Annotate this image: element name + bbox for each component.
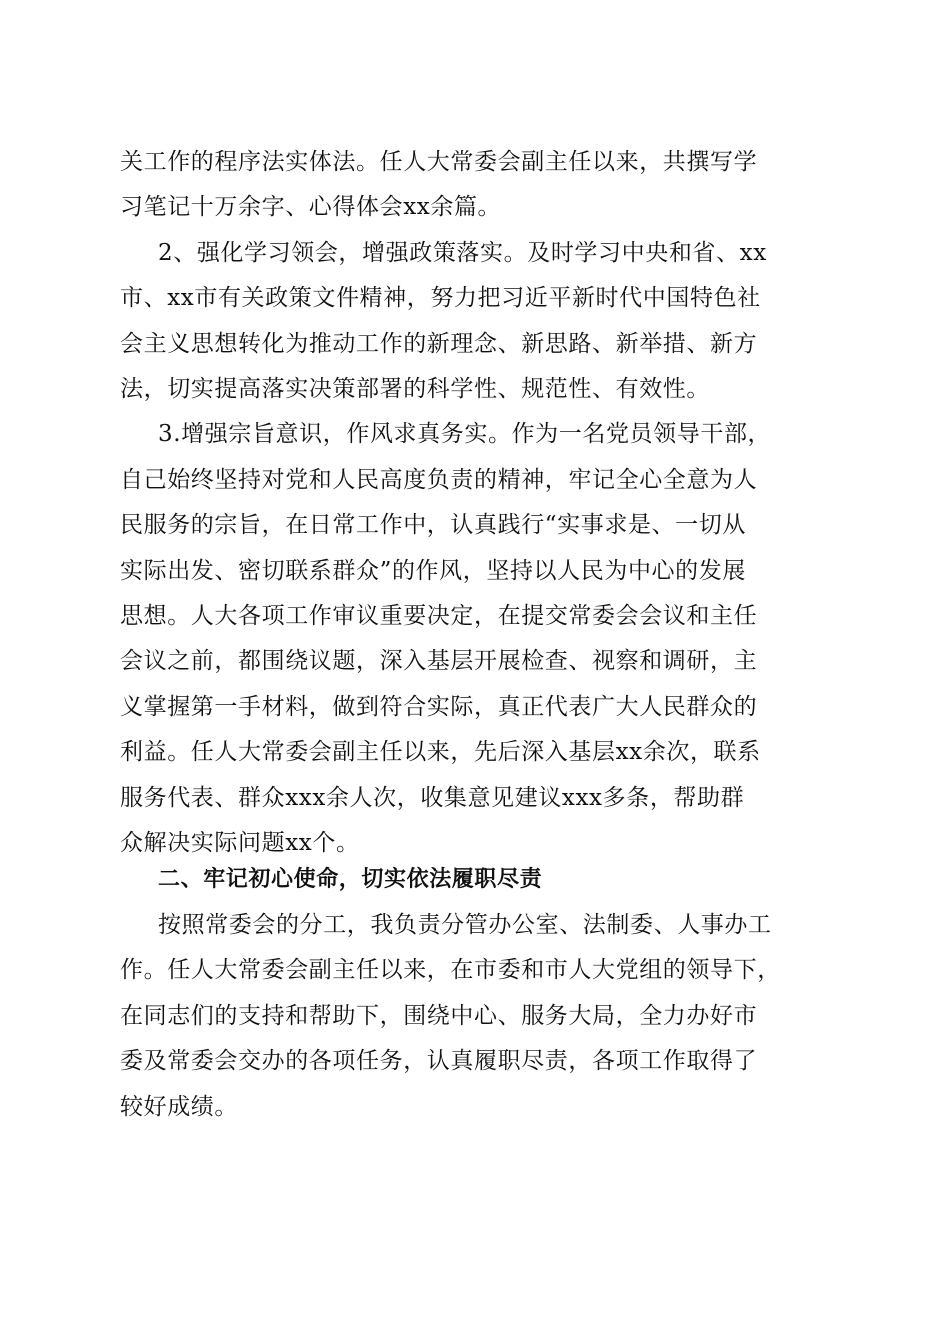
section-heading: 二、牢记初心使命，切实依法履职尽责	[158, 867, 543, 892]
text-line-1: 关工作的程序法实体法。任人大常委会副主任以来，共撰写学	[120, 149, 758, 175]
text-line-5: 会主义思想转化为推动工作的新理念、新思路、新举措、新方	[120, 331, 758, 357]
text-line-11: 思想。人大各项工作审议重要决定，在提交常委会会议和主任	[120, 603, 758, 629]
text-line-9: 民服务的宗旨，在日常工作中，认真践行“实事求是、一切从	[120, 512, 746, 538]
text-line-13: 义掌握第一手材料，做到符合实际，真正代表广大人民群众的	[120, 694, 758, 720]
text-line-4: 市、xx市有关政策文件精神，努力把习近平新时代中国特色社	[120, 285, 761, 311]
text-line-7: 3.增强宗旨意识，作风求真务实。作为一名党员领导干部，	[158, 421, 772, 447]
text-line-3: 2、强化学习领会，增强政策落实。及时学习中央和省、xx	[158, 240, 767, 266]
text-line-20: 在同志们的支持和帮助下，围绕中心、服务大局，全力办好市	[120, 1003, 758, 1029]
text-line-2: 习笔记十万余字、心得体会xx余篇。	[120, 194, 502, 220]
text-line-22: 较好成绩。	[120, 1094, 238, 1120]
text-line-21: 委及常委会交办的各项任务，认真履职尽责，各项工作取得了	[120, 1048, 758, 1074]
text-line-12: 会议之前，都围绕议题，深入基层开展检查、视察和调研，主	[120, 648, 758, 674]
text-line-16: 众解决实际问题xx个。	[120, 830, 360, 856]
text-line-10: 实际出发、密切联系群众”的作风，坚持以人民为中心的发展	[120, 558, 746, 584]
text-line-19: 作。任人大常委会副主任以来，在市委和市人大党组的领导下，	[120, 957, 781, 983]
text-line-8: 自己始终坚持对党和人民高度负责的精神，牢记全心全意为人	[120, 467, 758, 493]
text-line-6: 法，切实提高落实决策部署的科学性、规范性、有效性。	[120, 376, 710, 402]
text-line-14: 利益。任人大常委会副主任以来，先后深入基层xx余次，联系	[120, 739, 761, 765]
text-line-15: 服务代表、群众xxx余人次，收集意见建议xxx多条，帮助群	[120, 785, 745, 811]
text-line-18: 按照常委会的分工，我负责分管办公室、法制委、人事办工	[158, 912, 772, 938]
